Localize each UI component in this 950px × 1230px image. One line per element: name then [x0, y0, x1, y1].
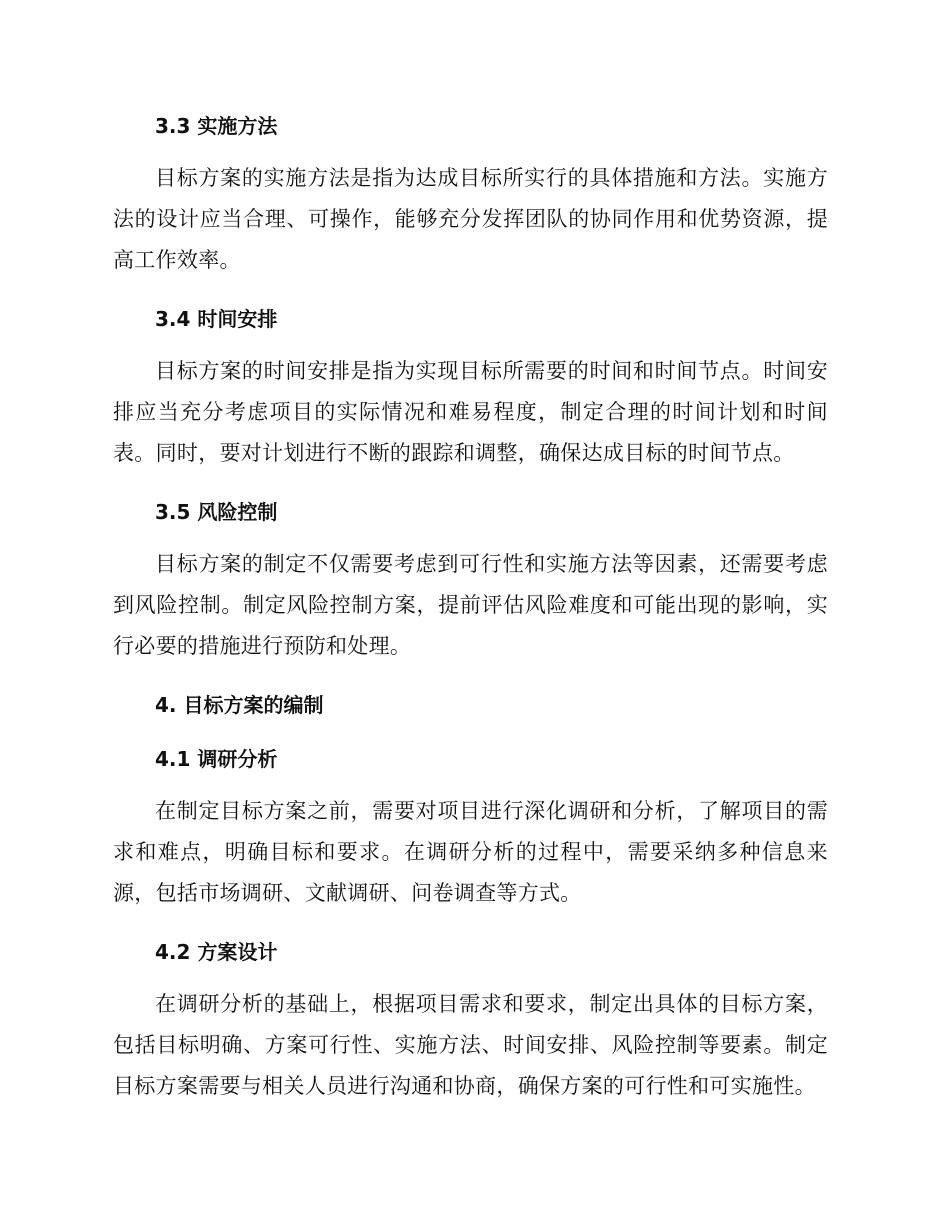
- section-heading-3-4: 3.4 时间安排: [155, 307, 278, 331]
- section-heading-4: 4. 目标方案的编制: [155, 693, 324, 717]
- section-heading-3-3: 3.3 实施方法: [155, 114, 278, 138]
- section-heading-4-2: 4.2 方案设计: [155, 940, 278, 964]
- section-heading-3-5: 3.5 风险控制: [155, 500, 278, 524]
- section-paragraph-4-2: 在调研分析的基础上，根据项目需求和要求，制定出具体的目标方案，包括目标明确、方案可行性、实施方法、时间安排、风险控制等要素。制定目标方案需要与相关人员进行沟通和协商，确保方案的可行性和可实施性。: [113, 992, 828, 1098]
- section-heading-4-1: 4.1 调研分析: [155, 747, 278, 771]
- section-paragraph-4-1: 在制定目标方案之前，需要对项目进行深化调研和分析，了解项目的需求和难点，明确目标和要求。在调研分析的过程中，需要采纳多种信息来源，包括市场调研、文献调研、问卷调查等方式。: [113, 799, 828, 905]
- section-paragraph-3-4: 目标方案的时间安排是指为实现目标所需要的时间和时间节点。时间安排应当充分考虑项目的实际情况和难易程度，制定合理的时间计划和时间表。同时，要对计划进行不断的跟踪和调整，确保达成目标的时间节点。: [113, 359, 828, 465]
- section-paragraph-3-5: 目标方案的制定不仅需要考虑到可行性和实施方法等因素，还需要考虑到风险控制。制定风险控制方案，提前评估风险难度和可能出现的影响，实行必要的措施进行预防和处理。: [113, 552, 828, 658]
- section-paragraph-3-3: 目标方案的实施方法是指为达成目标所实行的具体措施和方法。实施方法的设计应当合理、可操作，能够充分发挥团队的协同作用和优势资源，提高工作效率。: [113, 166, 828, 272]
